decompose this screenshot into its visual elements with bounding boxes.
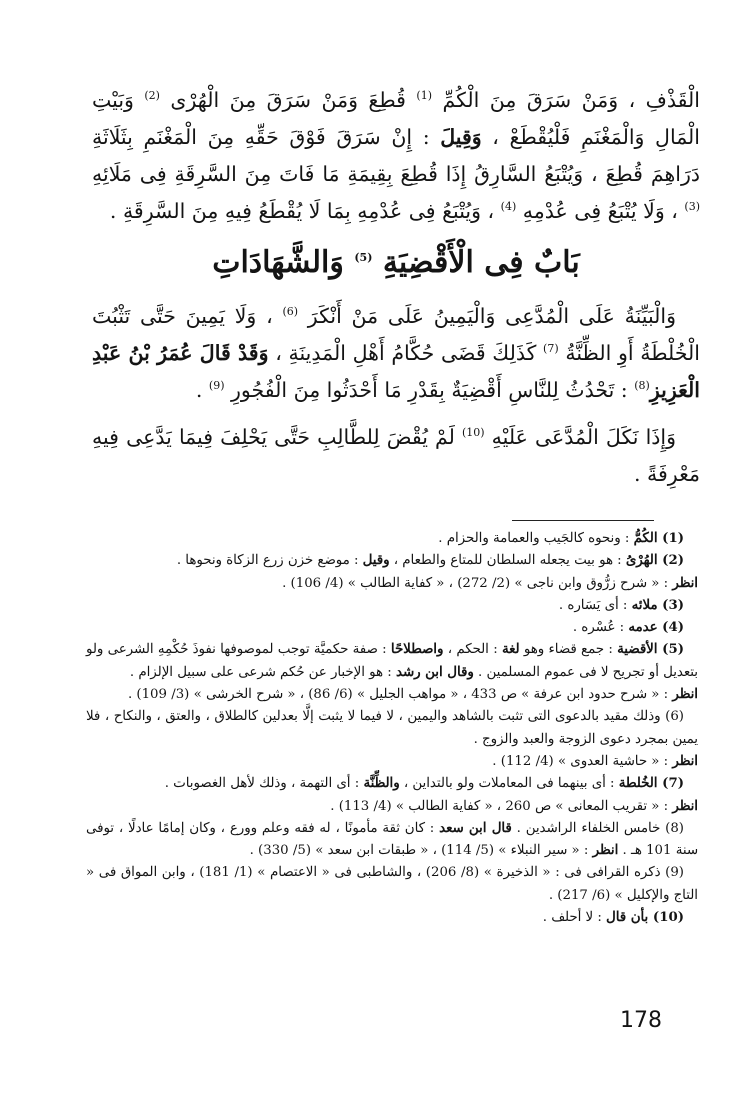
footnote-5-reference: انظر : « شرح حدود ابن عرفة » ص 433 ، « مواهب الجليل » (6/ 86) ، « شرح الخرشى » (3/ 109) . [127, 687, 698, 703]
paragraph-1: الْقَذْفِ ، وَمَنْ سَرَقَ مِنَ الْكُمِّ $^{(1)}$ قُطِعَ وَمَنْ سَرَقَ مِنَ الْهُرْى $^{(2)}$ وَبَيْتِ الْمَالِ وَالْمَغْنَمِ فَلْيُقْطَعْ ، وَقِيلَ : إِنْ سَرَقَ فَوْقَ حَقِّهِ مِنَ الْمَغْنَمِ بِثَلَاثَةِ دَرَاهِمَ قُطِعَ ، وَيُتْبَعُ السَّارِقُ إِذَا قُطِعَ بِقِيمَةِ مَا فَاتَ مِنَ السَّرِقَةِ فِى مَلَائِهِ $^{(3)}$ ، وَلَا يُتْبَعُ فِى عُدْمِهِ $^{(4)}$ ، وَيُتْبَعُ فِى عُدْمِهِ بِمَا لَا يُقْطَعُ فِيهِ مِنَ السَّرِقَةِ . [92, 88, 700, 223]
footnote-ref-3[interactable]: (3) [684, 200, 700, 214]
footnote-4: (4) عدمه : عُسْره . [572, 620, 684, 636]
footnote-6: (6) وذلك مقيد بالدعوى التى تثبت بالشاهد واليمين ، لا فيما لا يثبت إلَّا بعدلين كالطلاق ، والعتق ، والنكاح ، فلا يمين بمجرد دعوى الزوجة والعبد والزوج . [86, 709, 698, 747]
footnote-ref-8[interactable]: (8) [634, 379, 650, 393]
footnote-ref-2[interactable]: (2) [144, 89, 160, 103]
paragraph-3: وَإِذَا نَكَلَ الْمُدَّعَى عَلَيْهِ $^{(10)}$ لَمْ يُقْضَ لِلطَّالِبِ حَتَّى يَحْلِفَ فِيمَا يَدَّعِى فِيهِ مَعْرِفَةً . [92, 425, 700, 486]
footnote-ref-6[interactable]: (6) [282, 305, 299, 319]
main-text [92, 82, 700, 493]
footnote-1: (1) الكُمُّ : ونحوه كالجَيب والعمامة والحزام . [438, 531, 684, 546]
chapter-heading: بَابٌ فِى الْأَقْضِيَةِ $^{(5)}$ وَالشَّهَادَاتِ [212, 245, 580, 280]
footnote-7-reference: انظر : « تقريب المعانى » ص 260 ، « كفاية الطالب » (4/ 113) . [330, 798, 698, 814]
footnote-ref-7[interactable]: (7) [543, 342, 559, 356]
footnote-ref-9[interactable]: (9) [208, 379, 225, 393]
footnote-ref-1[interactable]: (1) [416, 89, 432, 103]
footnote-ref-10[interactable]: (10) [462, 426, 485, 440]
footnote-ref-5[interactable]: (5) [354, 251, 373, 264]
footnote-10: (10) بأن قال : لا أحلف . [542, 910, 684, 926]
footnote-6-reference: انظر : « حاشية العدوى » (4/ 112) . [492, 753, 698, 769]
footnote-7: (7) الخُلطة : أى بينهما فى المعاملات ولو بالتداين ، والظِّنَّة : أى التهمة ، وذلك لأهل الغصوبات . [164, 776, 684, 792]
footnote-9: (9) ذكره القرافى فى : « الذخيرة » (8/ 206) ، والشاطبى فى « الاعتصام » (1/ 181) ، وابن المواق فى « التاج والإكليل » (6/ 217) . [86, 865, 698, 903]
page-number: 178 [620, 1008, 662, 1033]
footnote-2-reference: انظر : « شرح زرُّوق وابن ناجى » (2/ 272) ، « كفاية الطالب » (4/ 106) . [282, 575, 698, 591]
footnote-separator [512, 520, 654, 521]
footnote-8: (8) خامس الخلفاء الراشدين . قال ابن سعد : كان ثقة مأمونًا ، له فقه وعلم وورع ، وكان إمامًا عادلًا ، توفى سنة 101 هـ . انظر : « سير النبلاء » (5/ 114) ، « طبقات ابن سعد » (5/ 330) . [86, 820, 698, 859]
footnote-ref-4[interactable]: (4) [500, 200, 517, 214]
paragraph-gap [92, 409, 700, 419]
paragraph-2: وَالْبَيِّنَةُ عَلَى الْمُدَّعِى وَالْيَمِينُ عَلَى مَنْ أَنْكَرَ $^{(6)}$ ، وَلَا يَمِينَ حَتَّى تَثْبُتَ الْخُلْطَةُ أَوِ الظِّنَّةُ $^{(7)}$ كَذَلِكَ قَضَى حُكَّامُ أَهْلِ الْمَدِينَةِ ، وَقَدْ قَالَ عُمَرُ بْنُ عَبْدِ الْعَزِيزِ$^{(8)}$ : تَحْدُثُ لِلنَّاسِ أَقْضِيَةٌ بِقَدْرِ مَا أَحْدَثُوا مِنَ الْفُجُورِ $^{(9)}$ . [92, 304, 700, 402]
footnote-2: (2) الهُرْىُ : هو بيت يجعله السلطان للمتاع والطعام ، وقيل : موضع خزن زرع الزكاة ونحوها . [176, 553, 684, 569]
footnote-3: (3) ملائه : أى يَسَاره . [558, 597, 684, 613]
footnotes [86, 528, 698, 929]
footnote-5: (5) الأقضية : جمع قضاء وهو لغة : الحكم ، واصطلاحًا : صفة حكميَّة توجب لموصوفها نفوذَ حُكْمِهِ الشرعى ولو بتعديل أو تجريح لا فى عموم المسلمين . وقال ابن رشد : هو الإخبار عن حُكم شرعى على سبيل الإلزام . [86, 642, 698, 680]
